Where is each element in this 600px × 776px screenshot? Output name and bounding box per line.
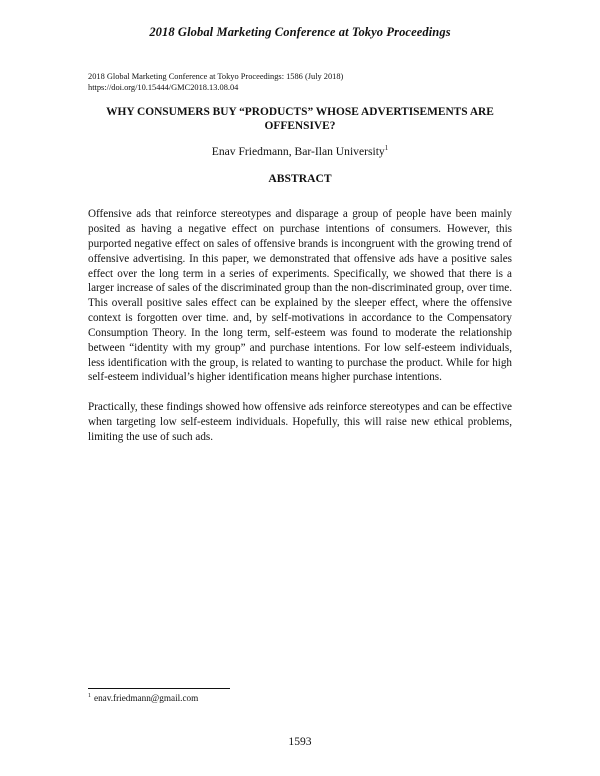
abstract-paragraph: Practically, these findings showed how offensive ads reinforce stereotypes and can be effective when targeting low self-esteem individuals. Hopefully, this will raise new ethical problems, limiting the use of such ads. [88, 401, 512, 443]
abstract-paragraph: Offensive ads that reinforce stereotypes and disparage a group of people have been mainly posited as having a negative effect on purchase intentions of consumers. However, this purported negative effect on sales of offensive brands is incongruent with the growing trend of offensive advertising. In this paper, we demonstrated that offensive ads have a positive sales effect over the long term in a series of experiments. Specifically, we showed that there is a larger increase of sales of the discriminated group than the non-discriminated group, over time. This overall positive sales effect can be explained by the sleeper effect, where the offensive context is forgotten over time. and, by self-motivations in accordance to the Compensatory Consumption Theory. In the long term, self-esteem was found to moderate the relationship between “identity with my group” and purchase intentions. For low self-esteem individuals, less identification with the group, is related to wanting to purchase the product. While for high self-esteem individual’s higher identification means higher purchase intentions. [88, 208, 512, 384]
author-footnote-mark[interactable]: 1 [384, 144, 389, 153]
author-name: Enav Friedmann, Bar-Ilan University [211, 145, 385, 158]
citation-line: 2018 Global Marketing Conference at Tokyo Proceedings: 1586 (July 2018) [88, 72, 344, 81]
footnote [88, 693, 198, 703]
footnote-email[interactable]: enav.friedmann@gmail.com [94, 693, 199, 703]
footnote-divider [88, 688, 230, 689]
citation-block [88, 71, 343, 93]
page-number: 1593 [288, 735, 312, 748]
author-line [88, 145, 512, 158]
doi-link[interactable]: https://doi.org/10.15444/GMC2018.13.08.04 [88, 83, 239, 92]
running-header: 2018 Global Marketing Conference at Tokyo Proceedings [149, 25, 451, 39]
abstract-heading: ABSTRACT [268, 172, 332, 185]
footnote-mark: 1 [88, 692, 91, 699]
paper-title: WHY CONSUMERS BUY “PRODUCTS” WHOSE ADVERTISEMENTS ARE OFFENSIVE? [106, 106, 494, 132]
